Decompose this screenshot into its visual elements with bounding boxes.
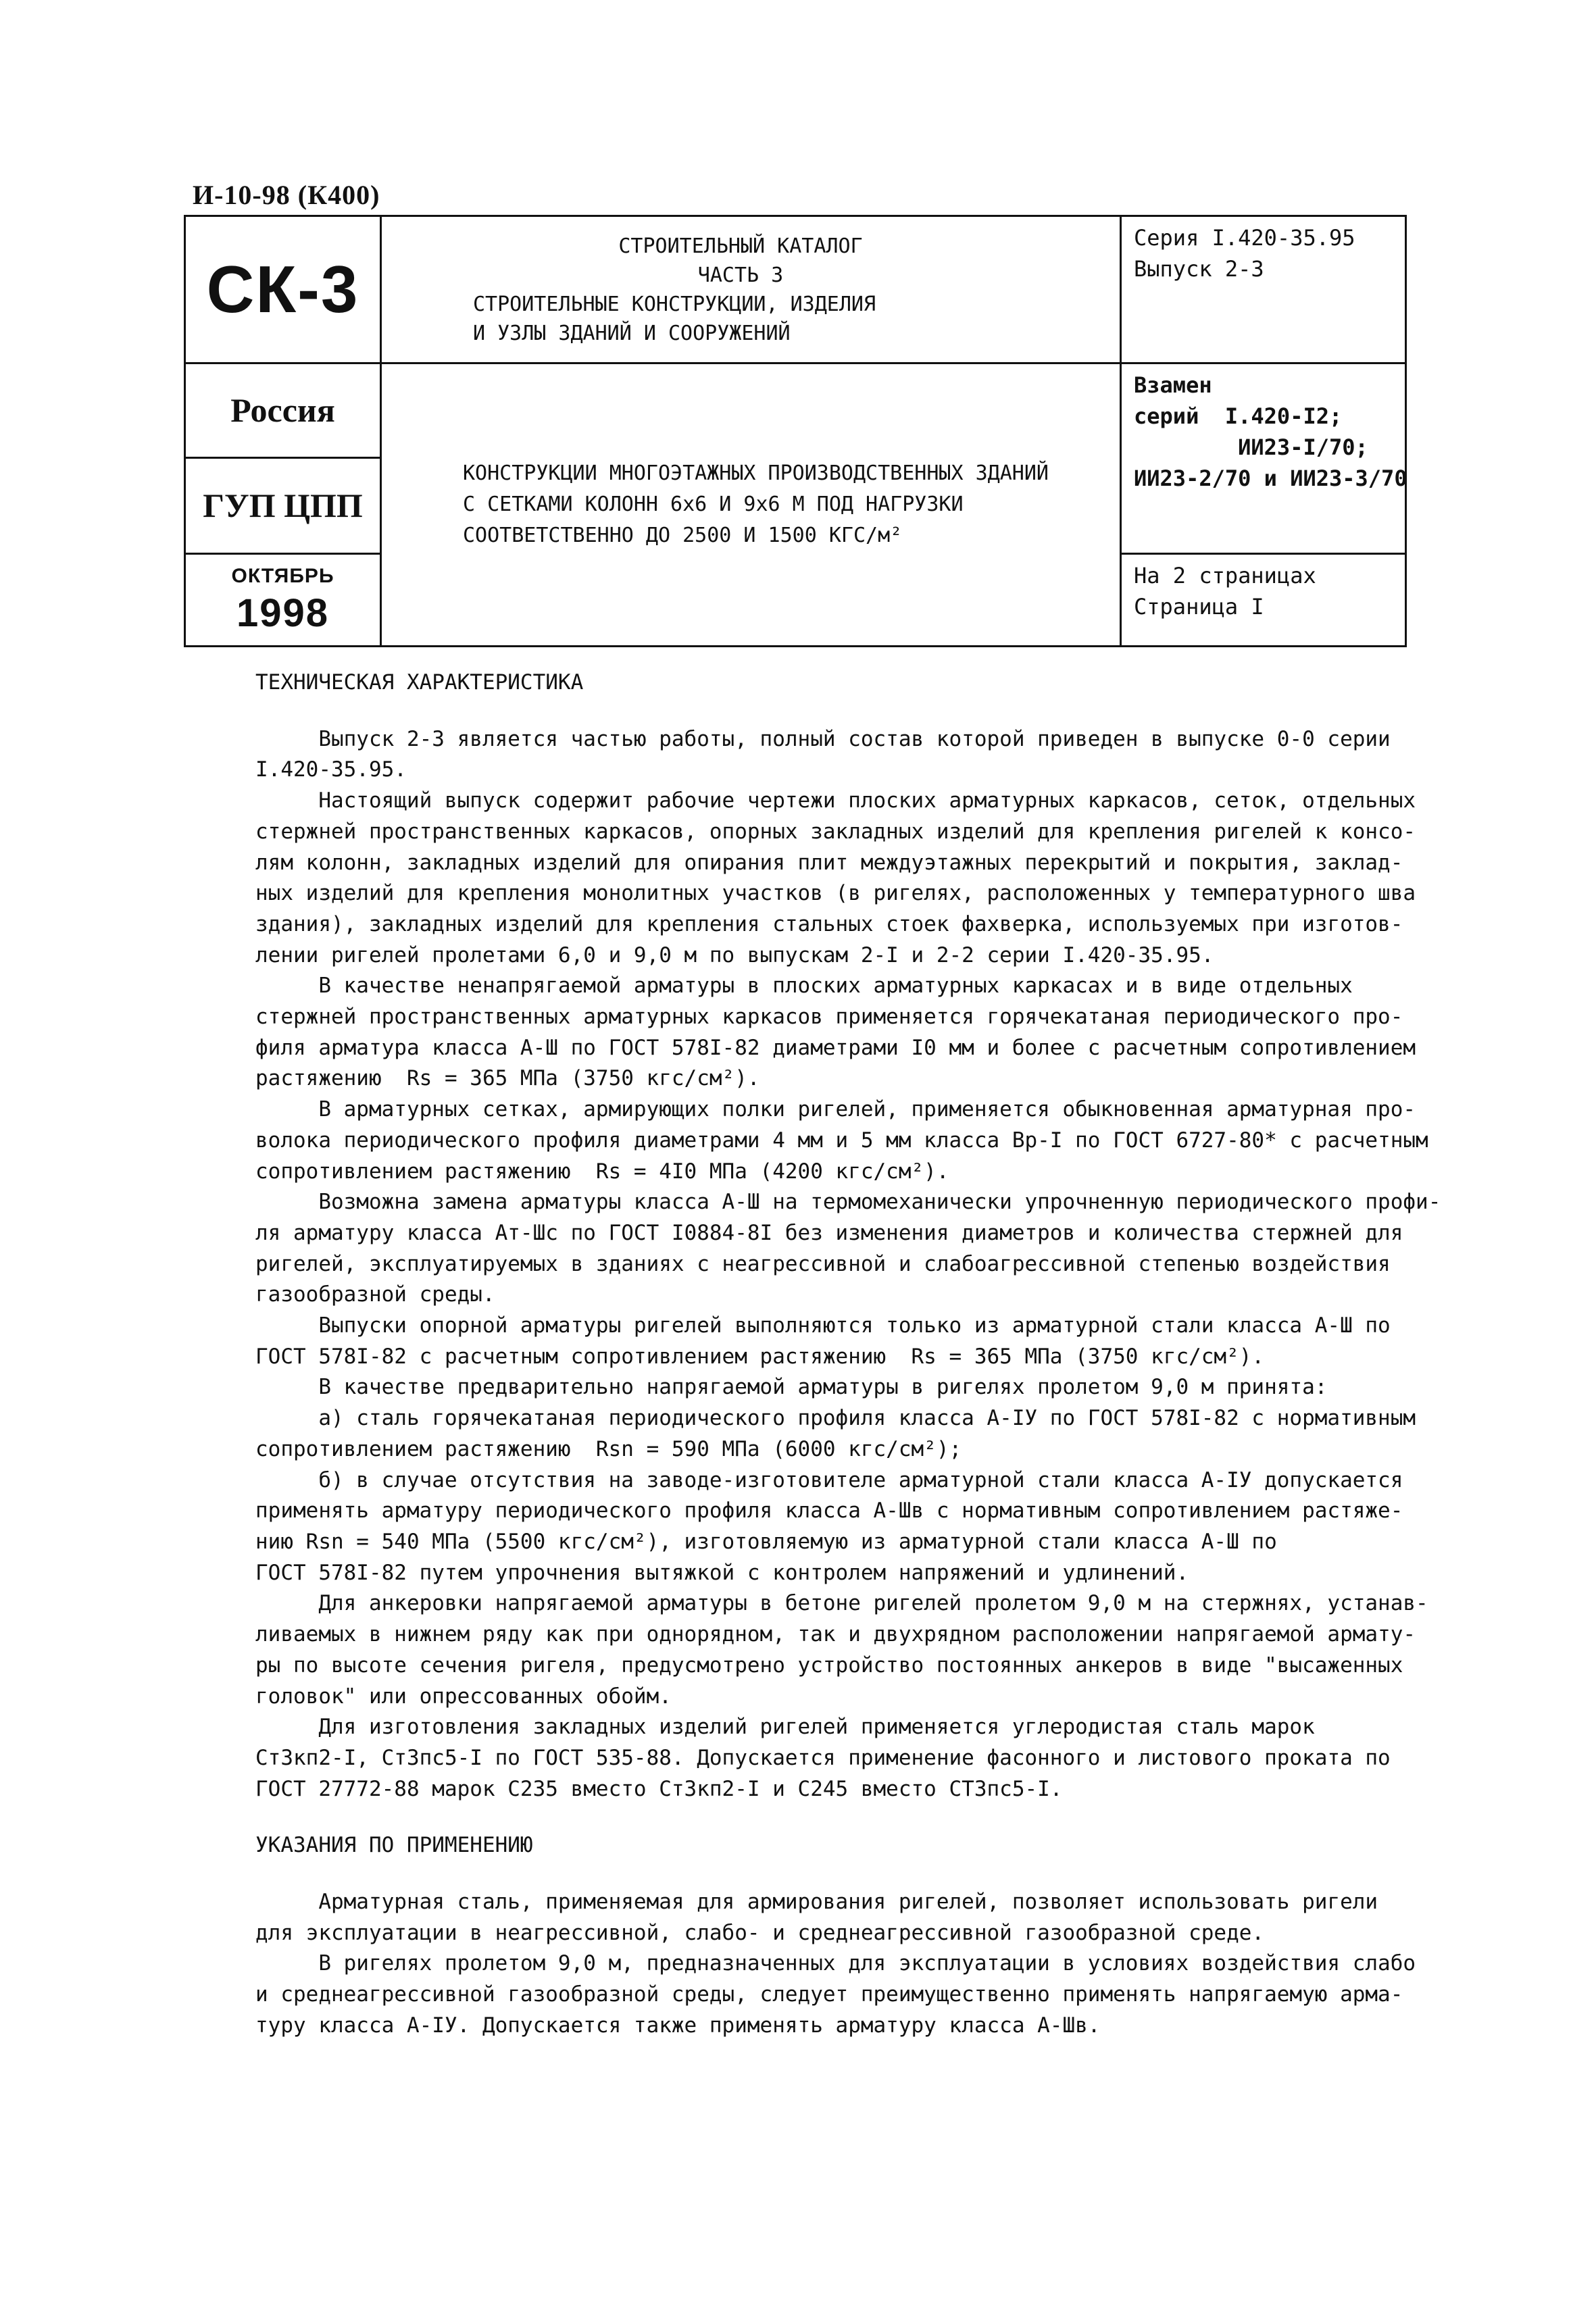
text-line: Выпуск 2-3 является частью работы, полный состав которой приведен в выпуске 0-0 серии — [255, 726, 1391, 751]
text-line: Для изготовления закладных изделий ригелей применяется углеродистая сталь марок — [255, 1715, 1315, 1740]
catalog-line: ЧАСТЬ 3 — [697, 263, 784, 287]
text-line: лям колонн, закладных изделий для опирания плит междуэтажных перекрытий и покрытия, заклад- — [255, 850, 1403, 875]
text-line: для эксплуатации в неагрессивной, слабо- и среднеагрессивной газообразной среде. — [255, 1920, 1265, 1945]
text-line: стержней пространственных каркасов, опорных закладных изделий для крепления ригелей к консо- — [255, 819, 1416, 844]
catalog-title — [382, 217, 1122, 364]
text-line: Ст3кп2-I, Ст3пс5-I по ГОСТ 535-88. Допускается применение фасонного и листового проката по — [255, 1745, 1391, 1770]
text-line: Арматурная сталь, применяемая для армирования ригелей, позволяет использовать ригели — [255, 1890, 1378, 1915]
text-line: филя арматура класса А-Ш по ГОСТ 578I-82 диаметрами I0 мм и более с расчетным сопротивлением — [255, 1035, 1416, 1060]
text-line: Для анкеровки напрягаемой арматуры в бетоне ригелей пролетом 9,0 м на стержнях, устанав- — [255, 1591, 1428, 1616]
text-line: В качестве ненапрягаемой арматуры в плоских арматурных каркасах и в виде отдельных — [255, 974, 1353, 999]
text-line: В ригелях пролетом 9,0 м, предназначенных для эксплуатации в условиях воздействия слабо — [255, 1951, 1416, 1976]
text-line: ригелей, эксплуатируемых в зданиях с неагрессивной и слабоагрессивной степенью воздействия — [255, 1251, 1391, 1276]
publisher: ГУП ЦПП — [203, 486, 363, 525]
catalog-line: И УЗЛЫ ЗДАНИЙ И СООРУЖЕНИЙ — [473, 321, 791, 345]
replace-line: ИИ23-I/70; — [1134, 434, 1368, 460]
text-line: ГОСТ 578I-82 с расчетным сопротивлением растяжению Rs = 365 МПа (3750 кгс/см²). — [255, 1344, 1265, 1369]
text-line: сопротивлением растяжению Rsn = 590 МПа (6000 кгс/см²); — [255, 1436, 962, 1461]
catalog-logo: СК-3 — [186, 217, 382, 364]
month: ОКТЯБРЬ — [231, 564, 334, 587]
pages-line: На 2 страницах — [1134, 563, 1316, 588]
text-line: растяжению Rs = 365 МПа (3750 кгс/см²). — [255, 1066, 760, 1091]
publisher-cell — [186, 364, 382, 555]
text-line: и среднеагрессивной газообразной среды, следует преимущественно применять напрягаемую арма- — [255, 1982, 1403, 2007]
text-line: туру класса А-IУ. Допускается также применять арматуру класса А-Шв. — [255, 2013, 1101, 2038]
text-line: Настоящий выпуск содержит рабочие чертежи плоских арматурных каркасов, сеток, отдельных — [255, 788, 1416, 813]
text-line: стержней пространственных арматурных каркасов применяется горячекатаная периодического про- — [255, 1005, 1403, 1030]
title-line: КОНСТРУКЦИИ МНОГОЭТАЖНЫХ ПРОИЗВОДСТВЕННЫХ ЗДАНИЙ — [463, 461, 1049, 485]
text-line: здания), закладных изделий для крепления стальных стоек фахверка, используемых при изготов- — [255, 911, 1403, 936]
text-line: ля арматуру класса Ат-Шс по ГОСТ I0884-8I без изменения диаметров и количества стержней для — [255, 1220, 1403, 1245]
series-line: Серия I.420-35.95 — [1134, 225, 1355, 251]
text-line: нию Rsn = 540 МПа (5500 кгс/см²), изготовляемую из арматурной стали класса А-Ш по — [255, 1529, 1277, 1554]
replaces-info — [1122, 364, 1405, 555]
text-line: ры по высоте сечения ригеля, предусмотрено устройство постоянных анкеров в виде "высаженных — [255, 1653, 1403, 1678]
replace-line: серий I.420-I2; — [1134, 403, 1343, 429]
text-line: I.420-35.95. — [255, 757, 407, 782]
text-line: В арматурных сетках, армирующих полки ригелей, применяется обыкновенная арматурная про- — [255, 1097, 1416, 1122]
catalog-line: СТРОИТЕЛЬНЫЙ КАТАЛОГ — [618, 234, 863, 258]
country: Россия — [186, 364, 380, 459]
text-line: ных изделий для крепления монолитных участков (в ригелях, расположенных у температурного шва — [255, 881, 1416, 906]
text-line: лении ригелей пролетами 6,0 и 9,0 м по выпускам 2-I и 2-2 серии I.420-35.95. — [255, 942, 1214, 967]
text-line: ливаемых в нижнем ряду как при однорядном, так и двухрядном расположении напрягаемой армату- — [255, 1622, 1416, 1647]
catalog-line: СТРОИТЕЛЬНЫЕ КОНСТРУКЦИИ, ИЗДЕЛИЯ — [473, 292, 876, 316]
body-text — [255, 668, 1441, 2042]
title-line: С СЕТКАМИ КОЛОНН 6х6 И 9х6 М ПОД НАГРУЗКИ — [463, 493, 964, 516]
text-line: головок" или опрессованных обойм. — [255, 1684, 672, 1709]
text-line: волока периодического профиля диаметрами 4 мм и 5 мм класса Вр-I по ГОСТ 6727-80* с расчетным — [255, 1128, 1428, 1153]
text-line: сопротивлением растяжению Rs = 4I0 МПа (4200 кгс/см²). — [255, 1159, 949, 1184]
date-cell — [186, 555, 382, 645]
text-line: ГОСТ 578I-82 путем упрочнения вытяжкой с контролем напряжений и удлинений. — [255, 1560, 1189, 1585]
text-line: В качестве предварительно напрягаемой арматуры в ригелях пролетом 9,0 м принята: — [255, 1375, 1328, 1400]
section-technical — [255, 724, 1441, 1805]
year: 1998 — [236, 590, 330, 635]
series-info — [1122, 217, 1405, 364]
replace-line: Взамен — [1134, 372, 1212, 398]
text-line: газообразной среды. — [255, 1282, 495, 1307]
title-line: СООТВЕТСТВЕННО ДО 2500 И 1500 КГС/м² — [463, 524, 903, 547]
series-line: Выпуск 2-3 — [1134, 256, 1264, 282]
text-line: ГОСТ 27772-88 марок С235 вместо Ст3кп2-I и С245 вместо СТ3пс5-I. — [255, 1776, 1063, 1801]
pages-line: Страница I — [1134, 594, 1264, 620]
title-block — [184, 215, 1407, 647]
text-line: Выпуски опорной арматуры ригелей выполняются только из арматурной стали класса А-Ш по — [255, 1313, 1391, 1338]
text-line: а) сталь горячекатаная периодического профиля класса А-IУ по ГОСТ 578I-82 с нормативным — [255, 1406, 1416, 1431]
text-line: применять арматуру периодического профиля класса А-Шв с нормативным сопротивлением растяже- — [255, 1499, 1403, 1524]
pages-info — [1122, 555, 1405, 645]
document-code: И-10-98 (К400) — [193, 180, 380, 210]
section-usage — [255, 1887, 1416, 2042]
text-line: б) в случае отсутствия на заводе-изготовителе арматурной стали класса А-IУ допускается — [255, 1467, 1403, 1492]
section-heading: ТЕХНИЧЕСКАЯ ХАРАКТЕРИСТИКА — [255, 670, 584, 695]
document-title — [382, 364, 1122, 645]
replace-line: ИИ23-2/70 и ИИ23-3/70 — [1134, 466, 1407, 491]
section-heading: УКАЗАНИЯ ПО ПРИМЕНЕНИЮ — [255, 1833, 533, 1858]
text-line: Возможна замена арматуры класса А-Ш на термомеханически упрочненную периодического профи- — [255, 1190, 1441, 1215]
